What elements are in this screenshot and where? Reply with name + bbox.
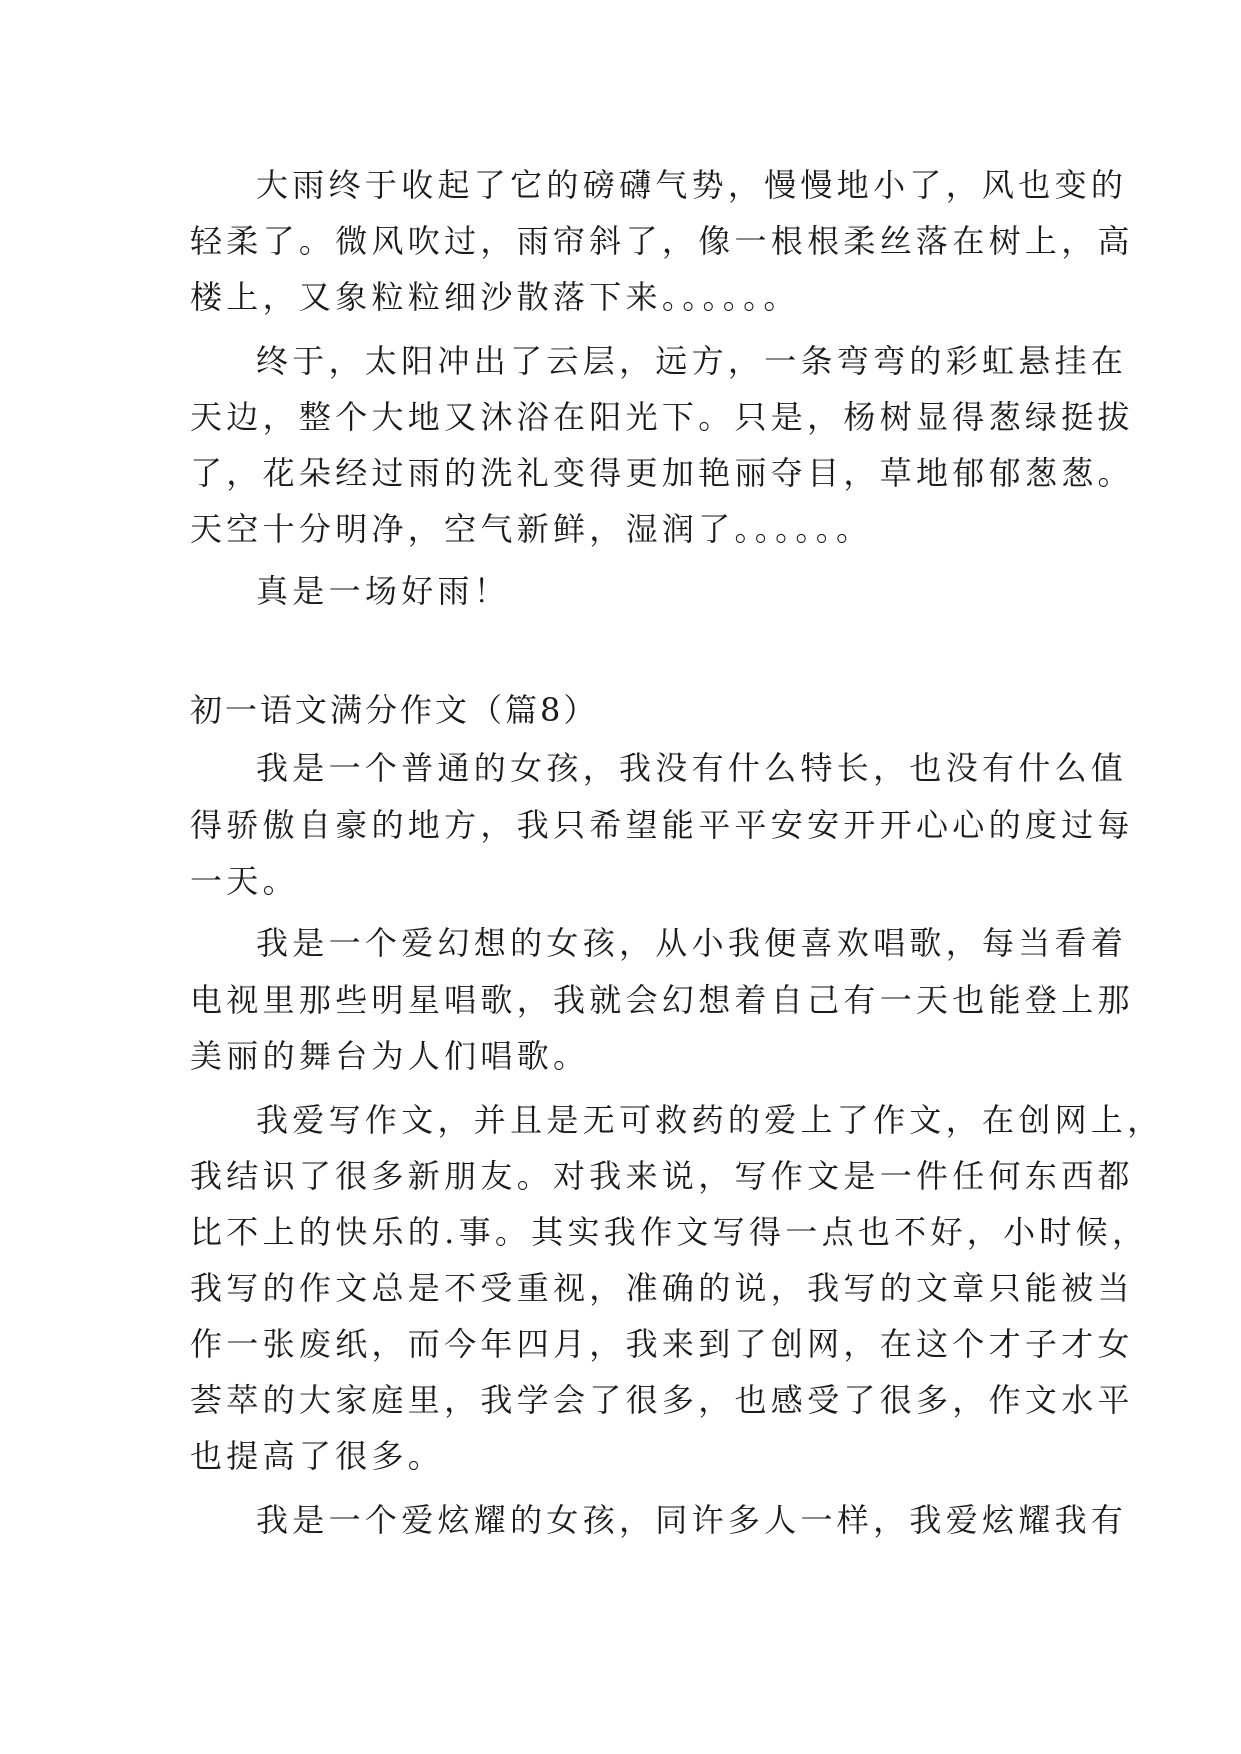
text-line: 我写的作文总是不受重视，准确的说，我写的文章只能被当 [190, 1269, 1134, 1307]
text-line: 我是一个爱幻想的女孩，从小我便喜欢唱歌，每当看着 [256, 924, 1128, 962]
text-line: 终于，太阳冲出了云层，远方，一条弯弯的彩虹悬挂在 [256, 342, 1128, 380]
text-line: 作一张废纸，而今年四月，我来到了创网，在这个才子才女 [190, 1325, 1134, 1363]
text-line: 也提高了很多。 [190, 1437, 445, 1475]
section-heading: 初一语文满分作文（篇8） [190, 691, 599, 729]
text-line: 真是一场好雨！ [256, 572, 511, 610]
text-line: 我是一个普通的女孩，我没有什么特长，也没有什么值 [256, 749, 1128, 787]
text-line: 荟萃的大家庭里，我学会了很多，也感受了很多，作文水平 [190, 1381, 1134, 1419]
text-line: 美丽的舞台为人们唱歌。 [190, 1037, 590, 1075]
text-line: 我爱写作文，并且是无可救药的爱上了作文，在创网上， [256, 1101, 1164, 1139]
text-line: 一天。 [190, 862, 299, 900]
text-line: 比不上的快乐的.事。其实我作文写得一点也不好，小时候， [190, 1213, 1149, 1251]
text-line: 我结识了很多新朋友。对我来说，写作文是一件任何东西都 [190, 1157, 1134, 1195]
text-line: 得骄傲自豪的地方，我只希望能平平安安开开心心的度过每 [190, 806, 1134, 844]
text-line: 楼上，又象粒粒细沙散落下来。。。。。。 [190, 278, 800, 316]
text-line: 大雨终于收起了它的磅礴气势，慢慢地小了，风也变的 [256, 166, 1128, 204]
text-line: 天边，整个大地又沐浴在阳光下。只是，杨树显得葱绿挺拔 [190, 398, 1134, 436]
text-line: 我是一个爱炫耀的女孩，同许多人一样，我爱炫耀我有 [256, 1501, 1128, 1539]
text-line: 天空十分明净，空气新鲜，湿润了。。。。。。 [190, 510, 873, 548]
text-line: 轻柔了。微风吹过，雨帘斜了，像一根根柔丝落在树上，高 [190, 222, 1134, 260]
text-line: 了，花朵经过雨的洗礼变得更加艳丽夺目，草地郁郁葱葱。 [190, 454, 1134, 492]
text-line: 电视里那些明星唱歌，我就会幻想着自己有一天也能登上那 [190, 981, 1134, 1019]
